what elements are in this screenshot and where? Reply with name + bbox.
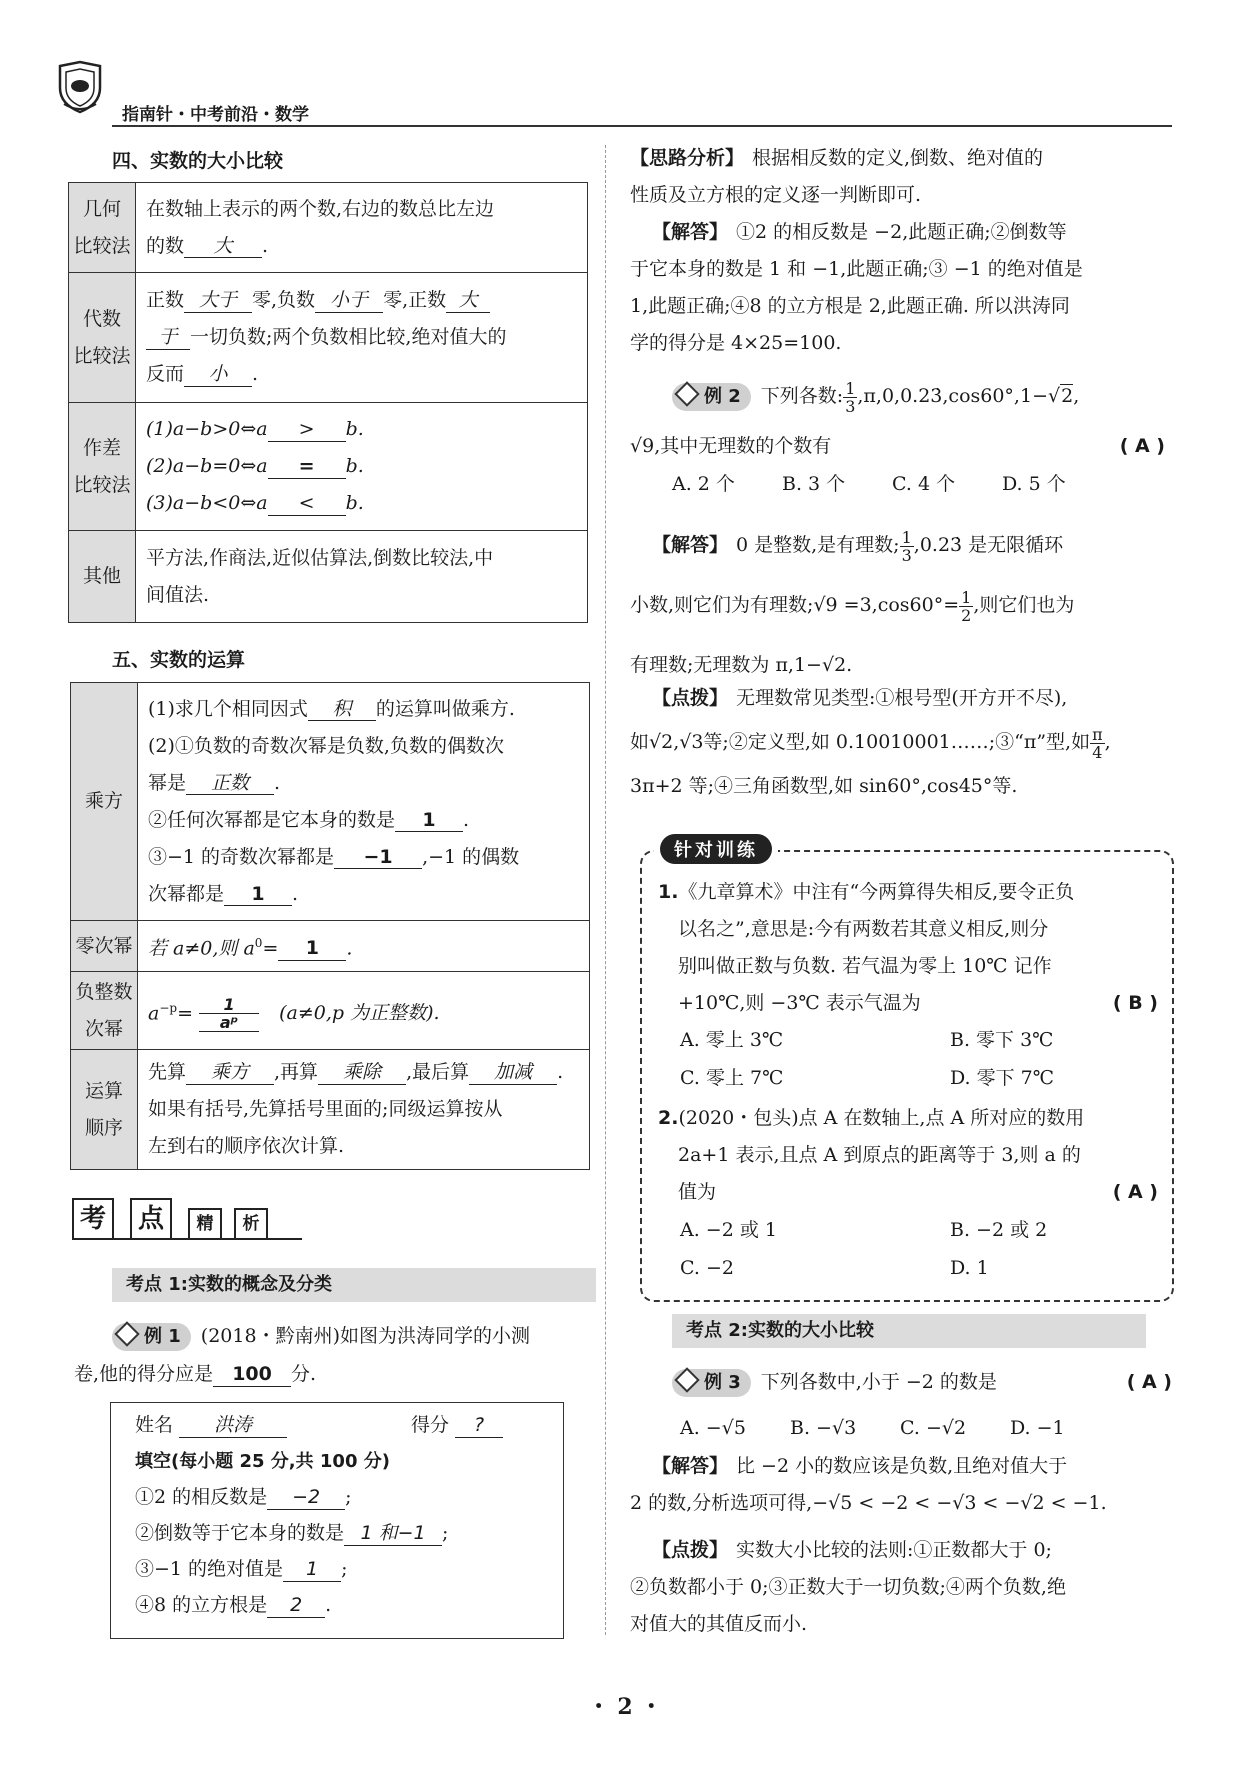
row-label: 比较法 <box>73 344 131 367</box>
row-label: 作差 <box>82 436 121 459</box>
quiz-item <box>135 1551 347 1588</box>
example-text: 下列各数中,小于 −2 的数是 <box>760 1371 997 1393</box>
quiz-item <box>135 1479 352 1516</box>
row-text: 若 a≠0,则 a <box>148 937 255 960</box>
title-char-box <box>130 1198 172 1240</box>
row-label: 次幂 <box>84 1017 123 1040</box>
kp1-banner: 考点 1:实数的概念及分类 <box>112 1268 596 1302</box>
answer-blank: 小于 <box>315 290 383 313</box>
row-text: −p <box>159 1000 178 1015</box>
title-char: 精 <box>196 1214 214 1234</box>
analysis-block <box>630 140 1175 214</box>
row-text: 先算 <box>148 1061 187 1084</box>
answer-blank: = <box>268 456 346 479</box>
row-label: 运算 <box>84 1079 123 1102</box>
example-tag <box>672 383 751 411</box>
option: C. 零上 7℃ <box>680 1067 784 1089</box>
quiz-text: . <box>325 1594 332 1616</box>
title-char: 点 <box>137 1204 164 1234</box>
fraction-numerator: 1 <box>961 587 972 607</box>
quiz-text: ; <box>341 1558 348 1580</box>
table-row <box>71 683 590 921</box>
training-q2-options <box>680 1212 1160 1288</box>
table-row <box>71 1050 590 1170</box>
training-q1-options <box>680 1022 1160 1098</box>
option: A. 2 个 <box>672 473 735 495</box>
example-tag-label: 例 1 <box>144 1326 181 1347</box>
answer-blank: 1 和−1 <box>344 1523 442 1546</box>
fraction <box>199 996 259 1032</box>
row-text: 幂是 <box>148 771 187 794</box>
option: A. 零上 3℃ <box>680 1029 784 1051</box>
solution-text: 于它本身的数是 1 和 −1,此题正确;③ −1 的绝对值是 <box>630 258 1083 280</box>
tip-text: 3π+2 等;④三角函数型,如 sin60°,cos45°等. <box>630 775 1018 797</box>
answer-blank: < <box>268 493 346 516</box>
fraction <box>900 529 914 564</box>
quiz-name-label: 姓名 <box>135 1414 174 1436</box>
example-tag <box>112 1323 191 1351</box>
header-rule <box>112 125 1172 127</box>
tip-text: 如√2,√3等;②定义型,如 0.10010001……;③“π”型,如 <box>630 731 1091 753</box>
row-label: 乘方 <box>84 790 123 812</box>
solution-text: 学的得分是 4×25=100. <box>630 332 842 354</box>
example-text: 分. <box>291 1363 317 1385</box>
example-2-tip: 【点拨】 无理数常见类型:①根号型(开方开不尽), 如√2,√3等;②定义型,如 0.10010001……;③“π”型,如 $\frac{\pi}{4}$ , 3π+2 等;④三角函数型,如 sin60°,cos45°等. <box>630 687 1111 797</box>
answer-bracket: ( B ) <box>1112 992 1158 1014</box>
kaodian-title <box>72 1198 302 1244</box>
tip-text: 对值大的其值反而小. <box>630 1613 808 1635</box>
fraction-denominator: 4 <box>1092 742 1103 762</box>
example-2-line2 <box>630 428 1175 465</box>
fraction-numerator: π <box>1092 724 1103 744</box>
table-row <box>69 403 588 531</box>
kp2-banner: 考点 2:实数的大小比较 <box>672 1314 1146 1348</box>
example-text: 下列各数: <box>760 385 844 407</box>
tip-tag: 【点拨】 <box>652 687 729 709</box>
tip-text: ②负数都小于 0;③正数大于一切负数;④两个负数,绝 <box>630 1576 1066 1598</box>
answer-blank: 于 <box>146 327 190 350</box>
row-text: 的运算叫做乘方. <box>375 697 515 720</box>
row-label: 几何 <box>82 197 121 220</box>
solution-text: 比 −2 小的数应该是负数,且绝对值大于 <box>736 1455 1068 1477</box>
section-heading-5: 五、实数的运算 <box>112 649 246 671</box>
option: A. −√5 <box>680 1417 746 1439</box>
quiz-card <box>110 1402 564 1639</box>
quiz-text: ①2 的相反数是 <box>135 1486 268 1508</box>
row-text: . <box>346 937 353 960</box>
row-text: ,再算 <box>274 1061 319 1084</box>
row-text: (3)a−b<0⇔a <box>146 492 268 514</box>
answer-blank: 1 <box>395 810 463 833</box>
example-text: (2018・黔南州)如图为洪涛同学的小测 <box>200 1325 530 1347</box>
radicand: 2 <box>1061 385 1074 407</box>
diamond-icon <box>674 381 699 406</box>
row-text: 零,负数 <box>252 289 316 311</box>
row-text: . <box>463 808 470 831</box>
row-text: b. <box>345 492 364 514</box>
example-text: ,π,0,0.23̇,cos60°,1− <box>857 385 1048 407</box>
solution-tag: 【解答】 <box>652 221 729 243</box>
row-text: (2)a−b=0⇔a <box>146 455 268 477</box>
quiz-text: ③−1 的绝对值是 <box>135 1558 284 1580</box>
solution-tag: 【解答】 <box>652 534 729 556</box>
fraction-numerator: 1 <box>901 527 912 547</box>
quiz-text: ④8 的立方根是 <box>135 1594 268 1616</box>
row-text: b. <box>345 455 364 477</box>
row-text: 如果有括号,先算括号里面的;同级运算按从 <box>148 1098 503 1121</box>
example-3-tip <box>630 1532 1175 1643</box>
question-text: +10℃,则 −3℃ 表示气温为 <box>678 992 921 1014</box>
row-label: 代数 <box>82 307 121 330</box>
answer-blank: 100 <box>213 1364 291 1387</box>
shield-icon <box>56 60 104 114</box>
question-text: 《九章算术》中注有“今两算得失相反,要令正负 <box>678 881 1075 903</box>
row-text: (1)a−b>0⇔a <box>146 418 268 440</box>
title-char-box <box>234 1208 268 1240</box>
example-tag <box>672 1369 751 1397</box>
example-1-line2 <box>74 1356 594 1393</box>
row-text: (2)①负数的奇数次幂是负数,负数的偶数次 <box>148 734 504 757</box>
row-label: 零次幂 <box>75 934 133 957</box>
title-char: 考 <box>79 1204 106 1234</box>
comparison-table <box>68 182 588 623</box>
diamond-icon <box>114 1321 139 1346</box>
answer-blank: 正数 <box>186 773 274 796</box>
answer-blank: 大 <box>184 236 262 259</box>
title-char: 析 <box>242 1214 260 1234</box>
answer-blank: 2 <box>267 1595 325 1618</box>
row-text: a <box>148 1001 160 1024</box>
tip-text: 无理数常见类型:①根号型(开方开不尽), <box>736 687 1068 709</box>
solution-text: ,0.23̇ 是无限循环 <box>913 534 1064 556</box>
row-text: 间值法. <box>146 583 210 606</box>
tip-text: 实数大小比较的法则:①正数都大于 0; <box>736 1539 1052 1561</box>
solution-text: 1,此题正确;④8 的立方根是 2,此题正确. 所以洪涛同 <box>630 295 1070 317</box>
row-text: . <box>292 882 299 905</box>
question-text: (2020・包头)点 A 在数轴上,点 A 所对应的数用 <box>678 1107 1085 1129</box>
analysis-text: 根据相反数的定义,倒数、绝对值的 <box>752 147 1044 169</box>
operation-table <box>70 682 590 1170</box>
row-text: . <box>557 1061 564 1084</box>
quiz-score-row <box>411 1407 503 1444</box>
fraction <box>1090 726 1105 761</box>
row-text: 的数 <box>146 234 185 257</box>
answer-blank: 大 <box>446 290 490 313</box>
row-text: . <box>252 363 259 385</box>
question-number: 2. <box>658 1107 679 1129</box>
quiz-name: 洪涛 <box>179 1415 287 1438</box>
table-row <box>69 183 588 273</box>
row-label: 顺序 <box>84 1116 123 1139</box>
table-row <box>69 273 588 403</box>
example-text: , <box>1073 385 1080 407</box>
row-text: 一切负数;两个负数相比较,绝对值大的 <box>190 326 507 348</box>
answer-bracket: ( A ) <box>1126 1371 1172 1393</box>
example-2-solution <box>630 515 1175 695</box>
fraction-denominator: 3 <box>901 545 912 565</box>
answer-blank: 加减 <box>469 1062 557 1085</box>
fraction-denominator: 3 <box>845 396 856 416</box>
answer-blank: 小 <box>184 364 252 387</box>
answer-blank: 1 <box>283 1559 341 1582</box>
solution-tag: 【解答】 <box>652 1455 729 1477</box>
solution-text: 有理数;无理数为 π,1−√2. <box>630 654 853 676</box>
option: A. −2 或 1 <box>680 1219 777 1241</box>
row-text: ②任何次幂都是它本身的数是 <box>148 808 396 831</box>
training-title-label: 针对训练 <box>660 834 772 864</box>
row-text: 平方法,作商法,近似估算法,倒数比较法,中 <box>146 546 494 569</box>
fraction-numerator: 1 <box>845 378 856 398</box>
title-char-box <box>188 1208 222 1240</box>
option: B. 3 个 <box>782 473 846 495</box>
solution-text: 2 的数,分析选项可得,−√5 < −2 < −√3 < −√2 < −1. <box>630 1492 1107 1514</box>
row-text: 正数 <box>146 289 185 311</box>
answer-bracket: ( A ) <box>1112 1181 1158 1203</box>
example-text: √9,其中无理数的个数有 <box>630 435 832 457</box>
quiz-text: ; <box>442 1522 449 1544</box>
row-text: 次幂都是 <box>148 882 225 905</box>
example-tag-label: 例 2 <box>704 386 741 407</box>
page-number: ・ 2 ・ <box>587 1694 663 1720</box>
answer-blank: 乘除 <box>318 1062 406 1085</box>
example-text: 卷,他的得分应是 <box>74 1363 214 1385</box>
row-label: 比较法 <box>73 473 131 496</box>
question-text: 别叫做正数与负数. 若气温为零上 10℃ 记作 <box>678 955 1052 977</box>
solution-text: 小数,则它们为有理数;√9 =3,cos60°= <box>630 594 960 616</box>
logo-badge <box>56 60 104 114</box>
answer-blank: 1 <box>224 884 292 907</box>
row-text: 在数轴上表示的两个数,右边的数总比左边 <box>146 197 495 220</box>
quiz-score: ? <box>455 1415 503 1438</box>
solution-text: ,则它们也为 <box>973 594 1075 616</box>
table-row <box>69 531 588 623</box>
row-text: 左到右的顺序依次计算. <box>148 1135 345 1158</box>
diamond-icon <box>674 1367 699 1392</box>
row-text: = <box>262 937 279 960</box>
answer-blank: 积 <box>308 699 376 722</box>
fraction <box>959 589 973 624</box>
row-text: 反而 <box>146 363 185 385</box>
question-text: 以名之”,意思是:今有两数若其意义相反,则分 <box>678 918 1049 940</box>
row-text: = <box>177 1001 193 1024</box>
title-char-box <box>72 1198 114 1240</box>
option: C. 4 个 <box>892 473 956 495</box>
answer-blank: > <box>268 419 346 442</box>
analysis-tag: 【思路分析】 <box>630 147 745 169</box>
quiz-item <box>135 1515 448 1552</box>
fraction-denominator: 2 <box>961 605 972 625</box>
fraction <box>843 380 857 415</box>
solution-text: ①2 的相反数是 −2,此题正确;②倒数等 <box>736 221 1067 243</box>
option: D. 1 <box>950 1257 989 1279</box>
solution-text: 0 是整数,是有理数; <box>736 534 900 556</box>
question-text: 2a+1 表示,且点 A 到原点的距离等于 3,则 a 的 <box>678 1144 1081 1166</box>
row-text: b. <box>345 418 364 440</box>
answer-blank: 乘方 <box>186 1062 274 1085</box>
option: B. −2 或 2 <box>950 1219 1048 1241</box>
example-1 <box>112 1318 602 1355</box>
question-text: 值为 <box>678 1181 717 1203</box>
example-2: 例 2 下列各数: $\frac{1}{3}$ ,π,0,0.23̇,cos60°,1−√2, <box>672 378 1172 415</box>
quiz-title: 填空(每小题 25 分,共 100 分) <box>135 1451 390 1472</box>
answer-blank: 大于 <box>184 290 252 313</box>
fraction-denominator: aᵖ <box>199 1014 259 1032</box>
option: C. −2 <box>680 1257 734 1279</box>
row-text: ,最后算 <box>406 1061 470 1084</box>
tip-tag: 【点拨】 <box>652 1539 729 1561</box>
row-text: ③−1 的奇数次幂都是 <box>148 845 335 868</box>
answer-blank: −2 <box>267 1487 345 1510</box>
example-tag-label: 例 3 <box>704 1372 741 1393</box>
answer-blank: −1 <box>334 847 422 870</box>
row-text: 0 <box>254 936 263 950</box>
option: B. −√3 <box>790 1417 857 1439</box>
row-text: . <box>274 771 281 794</box>
example-3 <box>672 1364 1172 1401</box>
training-title <box>654 834 778 864</box>
row-text: 零,正数 <box>383 289 447 311</box>
quiz-text: ; <box>345 1486 352 1508</box>
row-label: 负整数 <box>75 980 133 1003</box>
table-row <box>71 921 590 972</box>
quiz-name-row <box>135 1407 287 1444</box>
table-row <box>71 972 590 1050</box>
solution-block <box>630 214 1175 362</box>
option: B. 零下 3℃ <box>950 1029 1054 1051</box>
quiz-item <box>135 1587 331 1624</box>
row-text: (1)求几个相同因式 <box>148 697 308 720</box>
row-text: (a≠0,p 为正整数). <box>279 1001 440 1024</box>
option: C. −√2 <box>900 1417 967 1439</box>
row-text: . <box>262 234 269 257</box>
section-heading-4: 四、实数的大小比较 <box>112 150 284 172</box>
option: D. −1 <box>1010 1417 1065 1439</box>
answer-bracket: ( A ) <box>1119 435 1165 457</box>
header-title: 指南针・中考前沿・数学 <box>122 105 309 125</box>
row-label: 比较法 <box>73 234 131 257</box>
option: D. 零下 7℃ <box>950 1067 1055 1089</box>
training-q2 <box>658 1100 1158 1211</box>
option: D. 5 个 <box>1002 473 1066 495</box>
fraction-numerator: 1 <box>199 996 259 1014</box>
quiz-text: ②倒数等于它本身的数是 <box>135 1522 345 1544</box>
question-number: 1. <box>658 881 679 903</box>
row-label: 其他 <box>82 565 121 587</box>
column-divider <box>605 145 606 1635</box>
training-q1 <box>658 874 1158 1022</box>
row-text: ,−1 的偶数 <box>422 845 520 868</box>
example-3-solution <box>630 1448 1175 1522</box>
answer-blank: 1 <box>278 938 346 961</box>
analysis-text: 性质及立方根的定义逐一判断即可. <box>630 184 922 206</box>
quiz-score-label: 得分 <box>411 1414 450 1436</box>
